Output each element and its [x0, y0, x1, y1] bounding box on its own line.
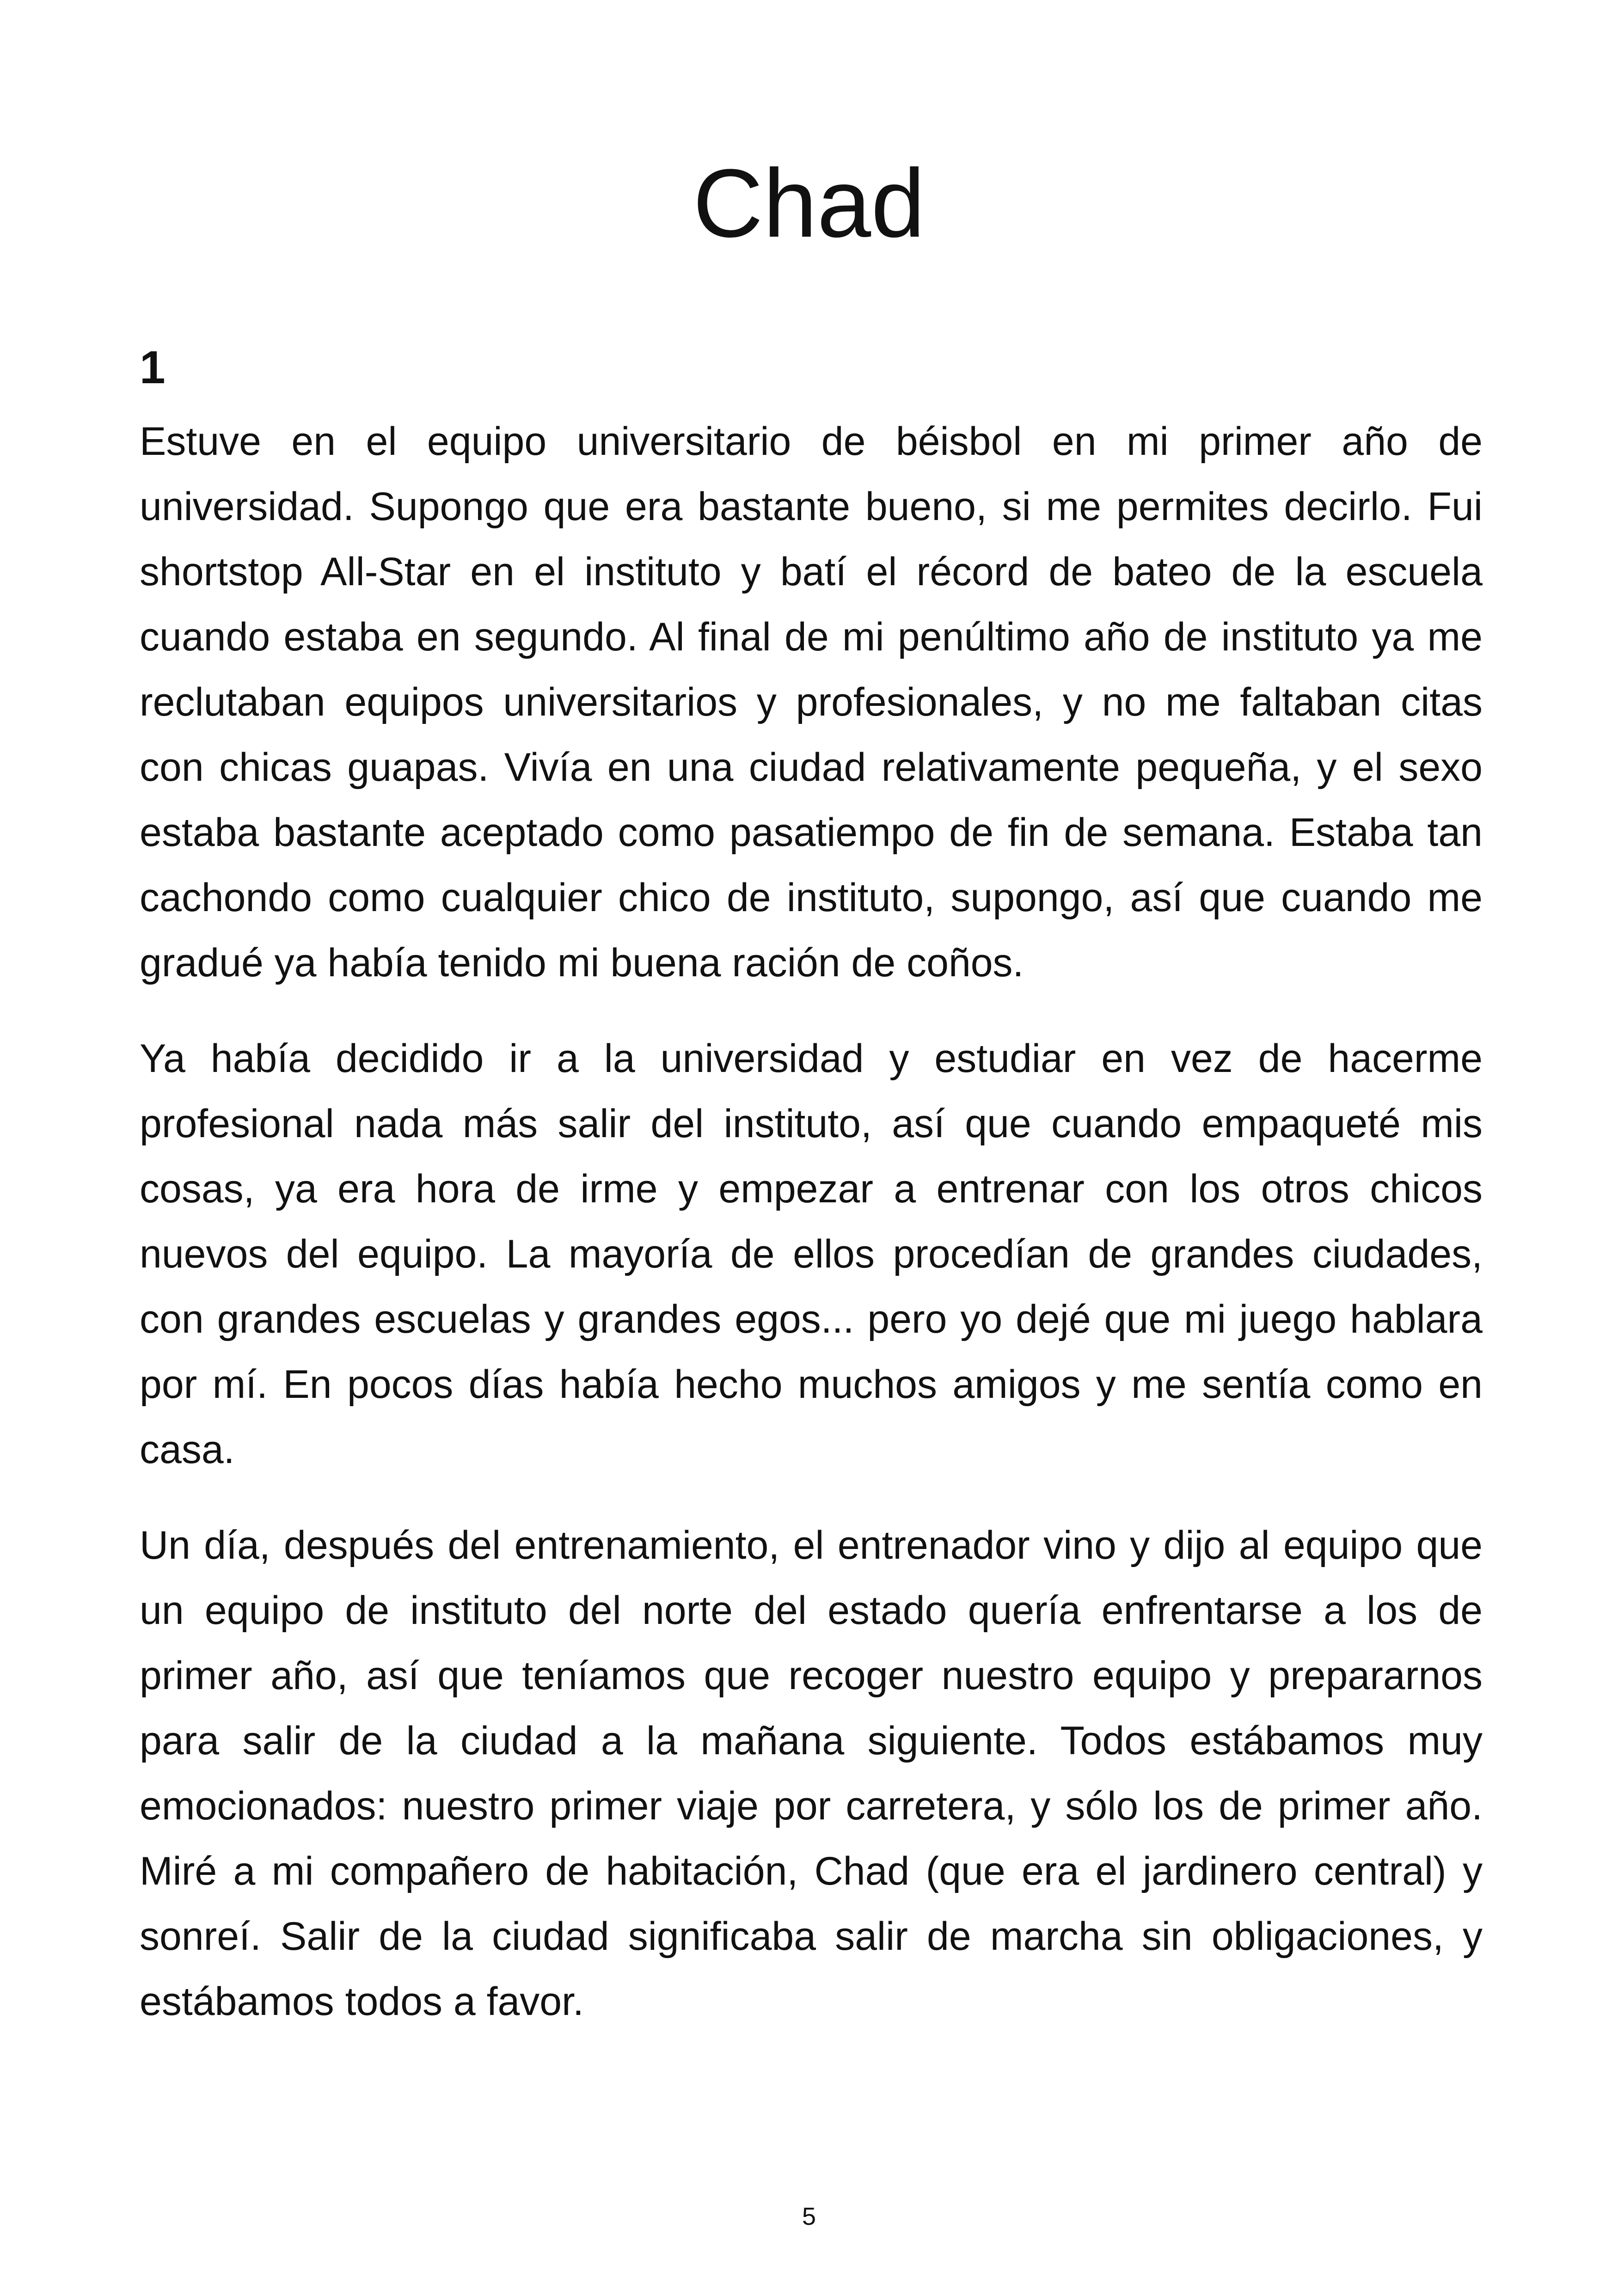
chapter-number: 1	[140, 342, 165, 393]
page-number: 5	[802, 2203, 816, 2230]
paragraph-3: Un día, después del entrenamiento, el entrenador vino y dijo al equipo que un equipo de instituto del norte del estado quería enfrentarse a los de primer año, así que teníamos que recoger nuestro equipo y prepararnos para salir de la ciudad a la mañana siguiente. Todos estábamos muy emocionados: nuestro primer viaje por carretera, y sólo los de primer año. Miré a mi compañero de habitación, Chad (que era el jardinero central) y sonreí. Salir de la ciudad significaba salir de marcha sin obligaciones, y estábamos todos a favor.	[140, 1523, 1483, 2024]
body-text	[140, 409, 1483, 2065]
paragraph-1: Estuve en el equipo universitario de béisbol en mi primer año de universidad. Supongo que era bastante bueno, si me permites decirlo. Fui shortstop All-Star en el instituto y batí el récord de bateo de la escuela cuando estaba en segundo. Al final de mi penúltimo año de instituto ya me reclutaban equipos universitarios y profesionales, y no me faltaban citas con chicas guapas. Vivía en una ciudad relativamente pequeña, y el sexo estaba bastante aceptado como pasatiempo de fin de semana. Estaba tan cachondo como cualquier chico de instituto, supongo, así que cuando me gradué ya había tenido mi buena ración de coños.	[140, 419, 1483, 985]
paragraph-2: Ya había decidido ir a la universidad y estudiar en vez de hacerme profesional nada más salir del instituto, así que cuando empaqueté mis cosas, ya era hora de irme y empezar a entrenar con los otros chicos nuevos del equipo. La mayoría de ellos procedían de grandes ciudades, con grandes escuelas y grandes egos... pero yo dejé que mi juego hablara por mí. En pocos días había hecho muchos amigos y me sentía como en casa.	[140, 1036, 1483, 1472]
page-title: Chad	[693, 149, 925, 257]
